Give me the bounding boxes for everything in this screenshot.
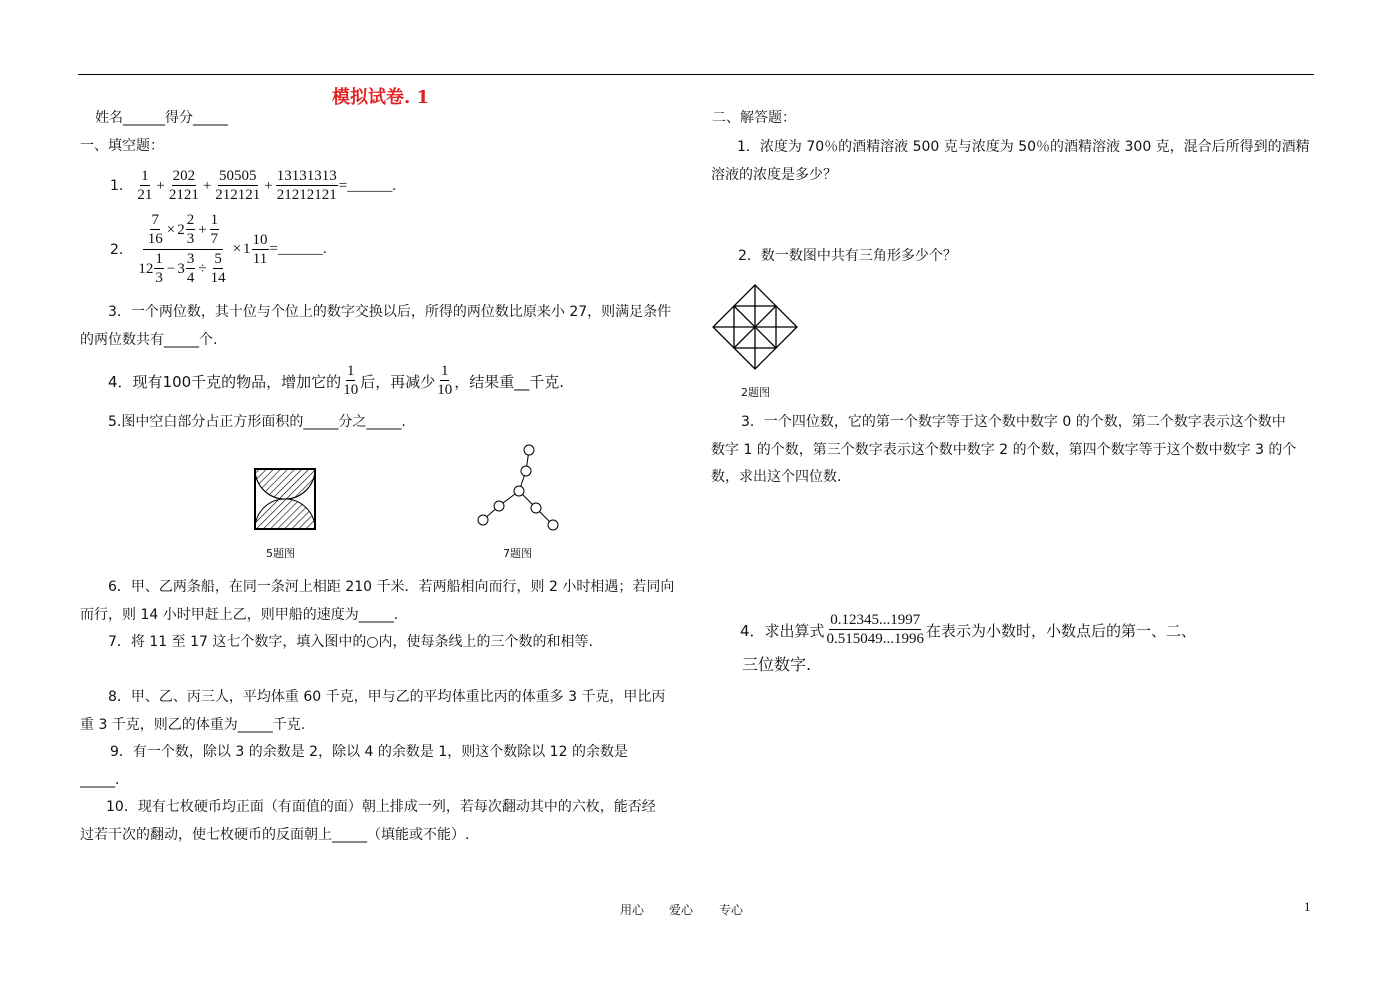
page-number: 1 bbox=[1304, 899, 1311, 914]
q2-mixed-fraction: $\frac{10}{11}$ bbox=[252, 231, 268, 267]
question-10: 10．现有七枚硬币均正面（有面值的面）朝上排成一列，若每次翻动其中的六枚，能否经 过若干次的翻动，使七枚硬币的反面朝上_____（填能或不能）. bbox=[80, 799, 656, 843]
q1-fraction-2: $\frac{202}{2121}$ bbox=[168, 168, 199, 203]
problem-4-line2: 三位数字. bbox=[742, 655, 812, 674]
question-8: 8．甲、乙、丙三人，平均体重 60 千克，甲与乙的平均体重比丙的体重多 3 千克，甲比丙 重 3 千克，则乙的体重为_____千克. bbox=[80, 689, 666, 733]
question-3: 3．一个两位数，其十位与个位上的数字交换以后，所得的两位数比原来小 27，则满足条件 的两位数共有_____个. bbox=[80, 304, 672, 348]
problem-1: 1．浓度为 70％的酒精溶液 500 克与浓度为 50％的酒精溶液 300 克，混合后所得到的酒精 溶液的浓度是多少？ bbox=[711, 139, 1310, 183]
problem-2: 2．数一数图中共有三角形多少个？ bbox=[738, 248, 957, 264]
figure-2-caption: 2题图 bbox=[741, 386, 770, 399]
question-6: 6．甲、乙两条船，在同一条河上相距 210 千米．若两船相向而行，则 2 小时相遇；若同向 而行，则 14 小时甲赶上乙，则甲船的速度为_____. bbox=[80, 579, 675, 623]
section-fill-blank: 一、填空题： bbox=[80, 138, 164, 154]
section-problems: 二、解答题： bbox=[712, 110, 796, 126]
footer-text-2: 爱心 bbox=[669, 903, 694, 917]
top-rule bbox=[78, 74, 1314, 75]
q1-number: 1. bbox=[110, 178, 124, 194]
q1-fraction-3: $\frac{50505}{212121}$ bbox=[215, 168, 261, 203]
figure-5-square bbox=[250, 464, 320, 534]
question-1: 1. $\frac{1}{21}$ + $\frac{202}{2121}$ + $\frac{50505}{212121}$ + $\frac{13131313}{21212121}$ =______. bbox=[110, 168, 396, 203]
q1-blank: =______. bbox=[338, 177, 396, 194]
q4-fraction-1: $\frac{1}{10}$ bbox=[343, 363, 359, 398]
question-7: 7．将 11 至 17 这七个数字，填入图中的○内，使每条线上的三个数的和相等. bbox=[108, 634, 594, 650]
problem-4-fraction: $\frac{0.12345...1997}{0.515049...1996}$ bbox=[826, 612, 925, 647]
page-title: 模拟试卷. 1 bbox=[332, 87, 430, 108]
figure-7-tree bbox=[470, 440, 565, 535]
problem-3: 3．一个四位数，它的第一个数字等于这个数中数字 0 的个数，第二个数字表示这个数中 数字 1 的个数，第三个数字表示这个数中数字 2 的个数，第四个数字等于这个数中数字 3 的个 数，求出这个四位数. bbox=[711, 414, 1297, 485]
q1-fraction-4: $\frac{13131313}{21212121}$ bbox=[276, 168, 337, 203]
question-4: 4．现有100千克的物品，增加它的 $\frac{1}{10}$ 后，再减少 $\frac{1}{10}$ ，结果重__千克. bbox=[108, 363, 564, 398]
q4-fraction-2: $\frac{1}{10}$ bbox=[437, 363, 453, 398]
question-2: 2. $\frac{7}{16}$ × 2 $\frac{2}{3}$ + $\frac{1}{7}$ 12 $\frac{1}{3}$ − 3 $\frac{3}{4}$ ÷ $\frac{5}{14}$ × 1 $\frac{10}{11}$ =______. bbox=[110, 212, 327, 286]
figure-7-caption: 7题图 bbox=[503, 547, 532, 560]
name-score-line: 姓名______得分_____ bbox=[95, 110, 228, 126]
figure-5-caption: 5题图 bbox=[266, 547, 295, 560]
question-9: 9．有一个数，除以 3 的余数是 2，除以 4 的余数是 1，则这个数除以 12 的余数是 _____. bbox=[80, 744, 628, 788]
question-5: 5.图中空白部分占正方形面积的_____分之_____. bbox=[108, 414, 406, 430]
q2-complex-fraction: $\frac{7}{16}$ × 2 $\frac{2}{3}$ + $\frac{1}{7}$ 12 $\frac{1}{3}$ − 3 $\frac{3}{4}$ ÷ $\frac{5}{14}$ bbox=[138, 212, 226, 286]
q2-number: 2. bbox=[110, 241, 124, 258]
footer-text-3: 专心 bbox=[719, 903, 744, 917]
figure-2-triangles bbox=[711, 283, 803, 375]
q1-fraction-1: $\frac{1}{21}$ bbox=[137, 168, 153, 203]
q2-blank: =______. bbox=[269, 241, 327, 257]
problem-4: 4．求出算式 $\frac{0.12345...1997}{0.515049...1996}$ 在表示为小数时，小数点后的第一、二、 bbox=[740, 612, 1197, 647]
footer-text-1: 用心 bbox=[620, 903, 645, 917]
